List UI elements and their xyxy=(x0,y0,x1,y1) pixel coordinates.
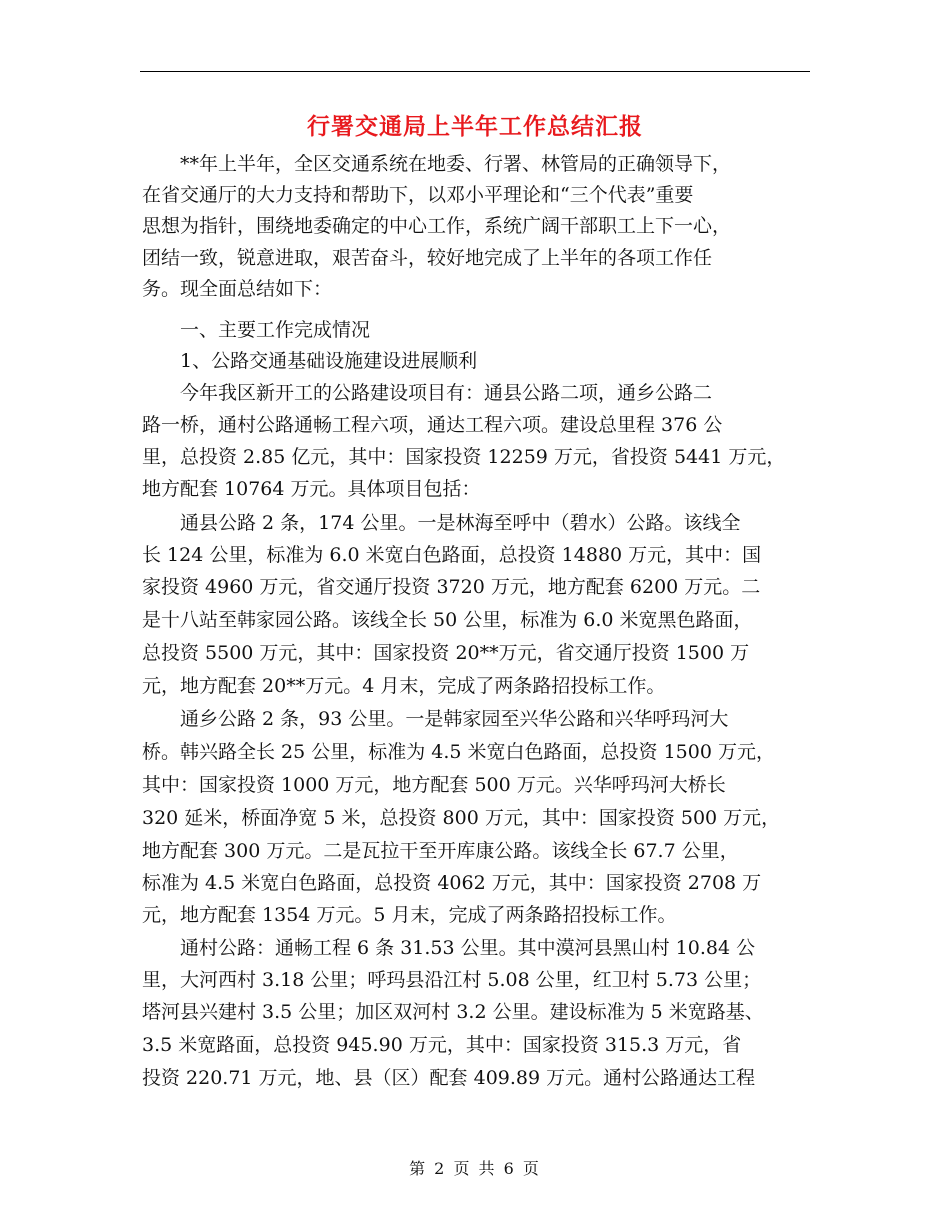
document-title: 行署交通局上半年工作总结汇报 xyxy=(307,113,643,140)
body-line: 里，总投资 2.85 亿元，其中：国家投资 12259 万元，省投资 5441 万元， xyxy=(142,446,786,468)
body-line: 通乡公路 2 条，93 公里。一是韩家园至兴华公路和兴华呼玛河大 xyxy=(142,708,729,730)
subsection-heading: 1、公路交通基础设施建设进展顺利 xyxy=(142,350,478,372)
body-line: 家投资 4960 万元，省交通厅投资 3720 万元，地方配套 6200 万元。二 xyxy=(142,576,761,598)
header-rule xyxy=(140,71,810,72)
body-line: 长 124 公里，标准为 6.0 米宽白色路面，总投资 14880 万元，其中：国 xyxy=(142,544,762,566)
body-line: 团结一致，锐意进取，艰苦奋斗，较好地完成了上半年的各项工作任 xyxy=(142,247,713,269)
body-line: 通县公路 2 条，174 公里。一是林海至呼中（碧水）公路。该线全 xyxy=(142,512,741,534)
body-line: 标准为 4.5 米宽白色路面，总投资 4062 万元，其中：国家投资 2708 万 xyxy=(142,872,762,894)
body-line: 务。现全面总结如下： xyxy=(142,278,333,300)
body-line: 路一桥，通村公路通畅工程六项，通达工程六项。建设总里程 376 公 xyxy=(142,414,723,436)
body-line: 通村公路：通畅工程 6 条 31.53 公里。其中漠河县黑山村 10.84 公 xyxy=(142,937,756,959)
body-line: 其中：国家投资 1000 万元，地方配套 500 万元。兴华呼玛河大桥长 xyxy=(142,774,726,796)
page-number: 第 2 页 共 6 页 xyxy=(409,1159,541,1178)
body-line: 320 延米，桥面净宽 5 米，总投资 800 万元，其中：国家投资 500 万元， xyxy=(142,807,781,829)
body-line: 3.5 米宽路面，总投资 945.90 万元，其中：国家投资 315.3 万元，省 xyxy=(142,1034,742,1056)
body-line: 元，地方配套 20**万元。4 月末，完成了两条路招投标工作。 xyxy=(142,675,666,697)
body-line: 思想为指针，围绕地委确定的中心工作，系统广阔干部职工上下一心， xyxy=(142,215,732,237)
body-line: 地方配套 10764 万元。具体项目包括： xyxy=(142,478,481,500)
body-line: **年上半年，全区交通系统在地委、行署、林管局的正确领导下， xyxy=(142,153,732,175)
body-line: 桥。韩兴路全长 25 公里，标准为 4.5 米宽白色路面，总投资 1500 万元， xyxy=(142,741,775,763)
body-line: 元，地方配套 1354 万元。5 月末，完成了两条路招投标工作。 xyxy=(142,904,677,926)
body-line: 总投资 5500 万元，其中：国家投资 20**万元，省交通厅投资 1500 万 xyxy=(142,642,750,664)
body-line: 里，大河西村 3.18 公里；呼玛县沿江村 5.08 公里，红卫村 5.73 公里； xyxy=(142,969,762,991)
body-line: 今年我区新开工的公路建设项目有：通县公路二项，通乡公路二 xyxy=(142,382,713,404)
body-line: 地方配套 300 万元。二是瓦拉干至开库康公路。该线全长 67.7 公里， xyxy=(142,840,739,862)
body-line: 投资 220.71 万元，地、县（区）配套 409.89 万元。通村公路通达工程 xyxy=(142,1067,756,1089)
body-line: 塔河县兴建村 3.5 公里；加区双河村 3.2 公里。建设标准为 5 米宽路基、 xyxy=(142,1001,764,1023)
body-line: 是十八站至韩家园公路。该线全长 50 公里，标准为 6.0 米宽黑色路面， xyxy=(142,609,753,631)
section-heading: 一、主要工作完成情况 xyxy=(142,319,371,341)
body-line: 在省交通厅的大力支持和帮助下，以邓小平理论和“三个代表”重要 xyxy=(142,184,694,206)
